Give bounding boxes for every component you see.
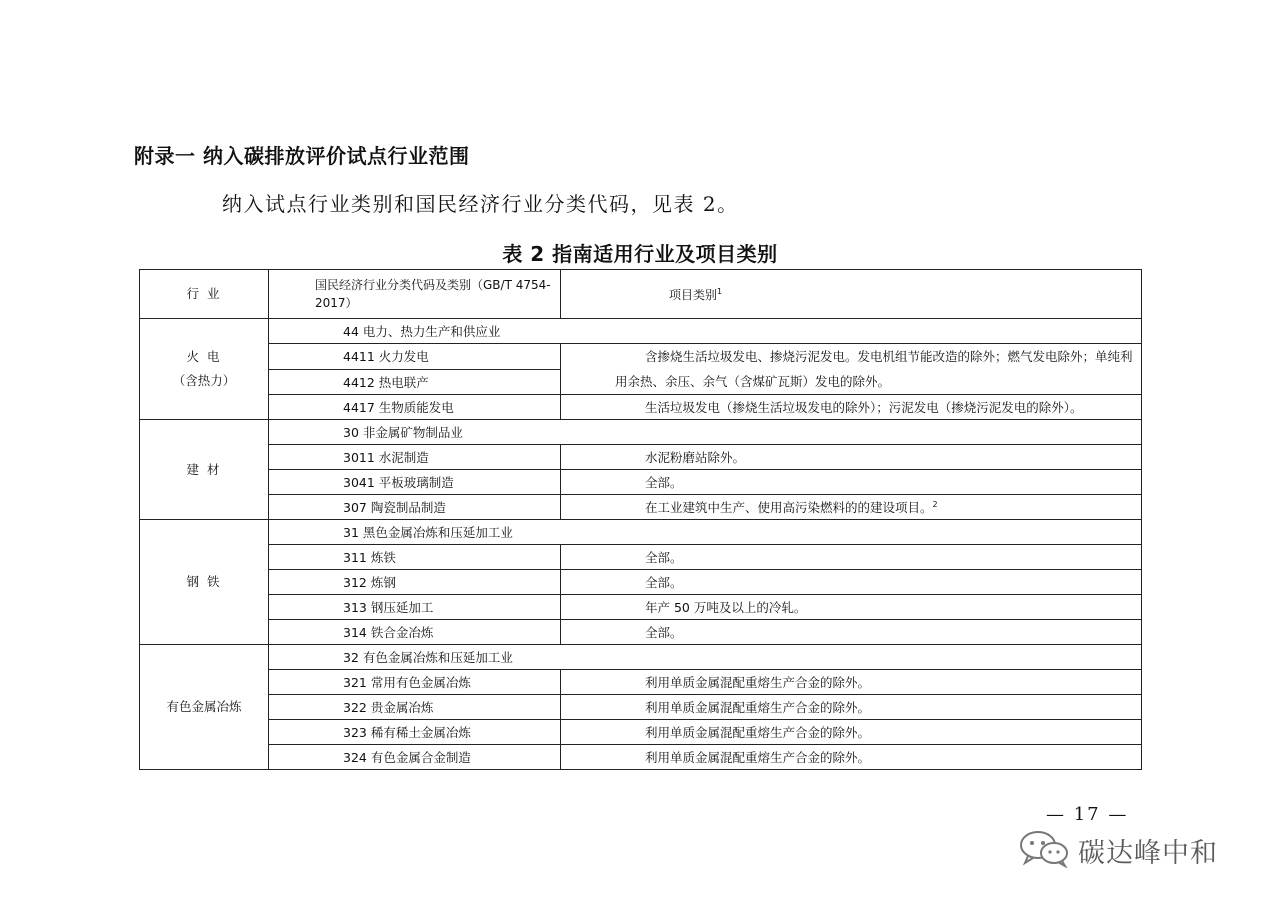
code-cell: 307 陶瓷制品制造 <box>269 495 561 520</box>
category-cell: 44 电力、热力生产和供应业 <box>269 319 1142 344</box>
note-cell: 年产 50 万吨及以上的冷轧。 <box>561 595 1142 620</box>
table-row <box>140 319 1142 344</box>
note-cell <box>561 495 1142 520</box>
code-cell: 323 稀有稀土金属冶炼 <box>269 720 561 745</box>
note-cell: 利用单质金属混配重熔生产合金的除外。 <box>561 720 1142 745</box>
table-row <box>140 645 1142 670</box>
code-cell: 314 铁合金冶炼 <box>269 620 561 645</box>
table-row <box>140 570 1142 595</box>
watermark-text: 碳达峰中和 <box>1078 837 1218 869</box>
note-cell: 含掺烧生活垃圾发电、掺烧污泥发电。发电机组节能改造的除外；燃气发电除外；单纯利用余热、余压、余气（含煤矿瓦斯）发电的除外。 <box>561 344 1142 395</box>
category-cell: 32 有色金属冶炼和压延加工业 <box>269 645 1142 670</box>
code-cell: 321 常用有色金属冶炼 <box>269 670 561 695</box>
note-cell: 全部。 <box>561 570 1142 595</box>
header-code: 国民经济行业分类代码及类别（GB/T 4754-2017） <box>269 270 561 319</box>
code-cell: 313 钢压延加工 <box>269 595 561 620</box>
note-cell: 全部。 <box>561 470 1142 495</box>
category-cell: 31 黑色金属冶炼和压延加工业 <box>269 520 1142 545</box>
industry-cell-building-materials: 建 材 <box>140 420 269 520</box>
industry-cell-nonferrous: 有色金属冶炼 <box>140 645 269 770</box>
note-cell: 全部。 <box>561 620 1142 645</box>
industry-subname: （含热力） <box>172 373 236 388</box>
table-row <box>140 595 1142 620</box>
table-row <box>140 344 1142 370</box>
note-cell: 利用单质金属混配重熔生产合金的除外。 <box>561 670 1142 695</box>
table-row <box>140 420 1142 445</box>
note-cell: 利用单质金属混配重熔生产合金的除外。 <box>561 695 1142 720</box>
table-row <box>140 495 1142 520</box>
code-cell: 324 有色金属合金制造 <box>269 745 561 770</box>
code-cell: 311 炼铁 <box>269 545 561 570</box>
industry-name: 火 电 <box>186 349 222 364</box>
header-project-label: 项目类别 <box>669 287 718 302</box>
header-industry: 行 业 <box>140 270 269 319</box>
table-title: 表 2 指南适用行业及项目类别 <box>502 242 778 266</box>
table-row <box>140 620 1142 645</box>
table-row <box>140 695 1142 720</box>
page-number: — 17 — <box>1046 804 1129 825</box>
table-row <box>140 520 1142 545</box>
note-cell: 全部。 <box>561 545 1142 570</box>
table-row <box>140 470 1142 495</box>
category-cell: 30 非金属矿物制品业 <box>269 420 1142 445</box>
code-cell: 3011 水泥制造 <box>269 445 561 470</box>
table-row <box>140 720 1142 745</box>
code-cell: 312 炼钢 <box>269 570 561 595</box>
header-project <box>561 270 1142 319</box>
table-row <box>140 670 1142 695</box>
note-text: 在工业建筑中生产、使用高污染燃料的的建设项目。 <box>645 500 933 515</box>
intro-paragraph: 纳入试点行业类别和国民经济行业分类代码，见表 2。 <box>222 192 739 216</box>
footnote-ref: 1 <box>717 286 723 296</box>
code-cell: 322 贵金属冶炼 <box>269 695 561 720</box>
table-header-row <box>140 270 1142 319</box>
wechat-icon <box>1018 828 1070 872</box>
table-row <box>140 545 1142 570</box>
note-cell: 水泥粉磨站除外。 <box>561 445 1142 470</box>
watermark <box>1018 830 1218 870</box>
footnote-ref: 2 <box>932 499 938 509</box>
code-cell: 3041 平板玻璃制造 <box>269 470 561 495</box>
industry-cell-steel: 钢 铁 <box>140 520 269 645</box>
note-cell: 生活垃圾发电（掺烧生活垃圾发电的除外）；污泥发电（掺烧污泥发电的除外）。 <box>561 395 1142 420</box>
appendix-heading: 附录一 纳入碳排放评价试点行业范围 <box>134 144 470 168</box>
industry-table <box>139 269 1142 770</box>
note-cell: 利用单质金属混配重熔生产合金的除外。 <box>561 745 1142 770</box>
table-row <box>140 745 1142 770</box>
code-cell: 4417 生物质能发电 <box>269 395 561 420</box>
table-row <box>140 445 1142 470</box>
industry-cell-thermal-power <box>140 319 269 420</box>
table-row <box>140 395 1142 420</box>
code-cell: 4411 火力发电 <box>269 344 561 370</box>
code-cell: 4412 热电联产 <box>269 369 561 395</box>
